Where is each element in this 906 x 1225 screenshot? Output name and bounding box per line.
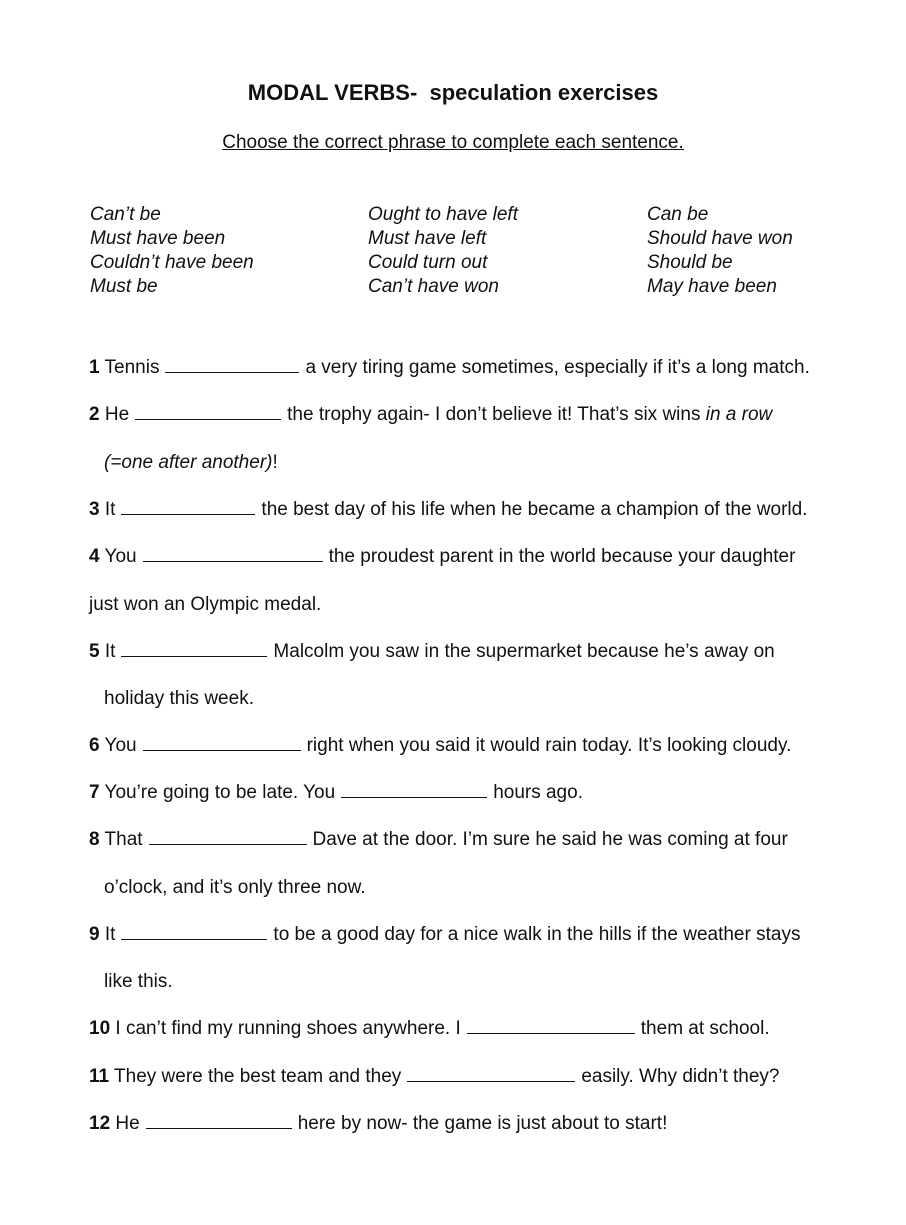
question-text-after: right when you said it would rain today. It’s looking cloudy. bbox=[306, 735, 792, 756]
question-9 bbox=[89, 923, 800, 947]
question-12 bbox=[89, 1112, 667, 1136]
answer-blank[interactable] bbox=[467, 1019, 635, 1034]
question-text-after: Malcolm you saw in the supermarket because he’s away on bbox=[273, 641, 775, 662]
question-text-after: a very tiring game sometimes, especially if it’s a long match. bbox=[305, 357, 810, 378]
answer-blank[interactable] bbox=[135, 405, 281, 420]
question-text-before: It bbox=[104, 499, 116, 520]
question-9-continuation: like this. bbox=[104, 971, 173, 992]
question-text-italic: (=one after another) bbox=[104, 452, 273, 473]
word-bank-item: Ought to have left bbox=[368, 204, 518, 225]
question-text-after: them at school. bbox=[640, 1018, 770, 1039]
question-2 bbox=[89, 403, 772, 427]
question-number: 8 bbox=[89, 829, 100, 850]
question-10 bbox=[89, 1017, 770, 1041]
question-text-before: That bbox=[104, 829, 143, 850]
question-8 bbox=[89, 828, 788, 852]
question-text-tail: ! bbox=[272, 452, 278, 473]
word-bank-item: Couldn’t have been bbox=[90, 252, 254, 273]
answer-blank[interactable] bbox=[341, 783, 487, 798]
word-bank-column-2 bbox=[368, 203, 518, 299]
word-bank-column-3 bbox=[647, 203, 793, 299]
question-text-after: to be a good day for a nice walk in the hills if the weather stays bbox=[273, 924, 801, 945]
question-number: 6 bbox=[89, 735, 100, 756]
question-4 bbox=[89, 545, 795, 569]
word-bank-item: May have been bbox=[647, 276, 777, 297]
word-bank-item: Should be bbox=[647, 252, 733, 273]
question-text-after: the best day of his life when he became a champion of the world. bbox=[261, 499, 808, 520]
question-8-continuation: o’clock, and it’s only three now. bbox=[104, 877, 366, 898]
question-number: 12 bbox=[89, 1113, 111, 1134]
question-text-before: I can’t find my running shoes anywhere. I bbox=[115, 1018, 461, 1039]
question-text-after: hours ago. bbox=[493, 782, 583, 803]
question-text-after: Dave at the door. I’m sure he said he was coming at four bbox=[312, 829, 788, 850]
question-number: 4 bbox=[89, 546, 100, 567]
question-3 bbox=[89, 498, 807, 522]
word-bank-item: Could turn out bbox=[368, 252, 488, 273]
answer-blank[interactable] bbox=[143, 736, 301, 751]
word-bank-item: Can’t have won bbox=[368, 276, 499, 297]
word-bank-item: Can be bbox=[647, 204, 709, 225]
question-text-before: They were the best team and they bbox=[114, 1066, 402, 1087]
question-text-before: You bbox=[104, 546, 137, 567]
question-5-continuation: holiday this week. bbox=[104, 688, 254, 709]
question-number: 11 bbox=[89, 1066, 110, 1087]
instruction: Choose the correct phrase to complete each sentence. bbox=[222, 132, 684, 153]
question-number: 3 bbox=[89, 499, 100, 520]
answer-blank[interactable] bbox=[121, 500, 255, 515]
question-text-after: the proudest parent in the world because your daughter bbox=[328, 546, 796, 567]
answer-blank[interactable] bbox=[146, 1114, 292, 1129]
question-2-continuation bbox=[104, 451, 278, 475]
page-title: MODAL VERBS- speculation exercises bbox=[247, 80, 659, 105]
question-text-italic: in a row bbox=[705, 404, 773, 425]
question-number: 1 bbox=[89, 357, 100, 378]
question-text-before: You’re going to be late. You bbox=[104, 782, 336, 803]
question-text-before: It bbox=[104, 641, 116, 662]
question-number: 9 bbox=[89, 924, 100, 945]
question-text-before: It bbox=[104, 924, 116, 945]
question-text-after: here by now- the game is just about to start! bbox=[297, 1113, 668, 1134]
word-bank-item: Can’t be bbox=[90, 204, 161, 225]
question-5 bbox=[89, 640, 775, 664]
question-text-after: easily. Why didn’t they? bbox=[581, 1066, 780, 1087]
word-bank-item: Must be bbox=[90, 276, 158, 297]
answer-blank[interactable] bbox=[121, 642, 267, 657]
question-1 bbox=[89, 356, 810, 380]
word-bank-item: Must have left bbox=[368, 228, 487, 249]
answer-blank[interactable] bbox=[165, 358, 299, 373]
question-number: 7 bbox=[89, 782, 100, 803]
question-11 bbox=[89, 1065, 780, 1089]
question-number: 10 bbox=[89, 1018, 111, 1039]
question-7 bbox=[89, 781, 583, 805]
answer-blank[interactable] bbox=[407, 1067, 575, 1082]
question-number: 2 bbox=[89, 404, 100, 425]
question-4-continuation: just won an Olympic medal. bbox=[89, 594, 322, 615]
answer-blank[interactable] bbox=[143, 547, 323, 562]
question-text-before: Tennis bbox=[104, 357, 160, 378]
question-text-before: You bbox=[104, 735, 137, 756]
word-bank-item: Must have been bbox=[90, 228, 226, 249]
question-text-before: He bbox=[115, 1113, 140, 1134]
question-text-before: He bbox=[104, 404, 130, 425]
question-text-after: the trophy again- I don’t believe it! That’s six wins bbox=[287, 404, 706, 425]
question-6 bbox=[89, 734, 791, 758]
answer-blank[interactable] bbox=[149, 830, 307, 845]
answer-blank[interactable] bbox=[121, 925, 267, 940]
question-number: 5 bbox=[89, 641, 100, 662]
word-bank-item: Should have won bbox=[647, 228, 793, 249]
word-bank-column-1 bbox=[90, 203, 254, 299]
